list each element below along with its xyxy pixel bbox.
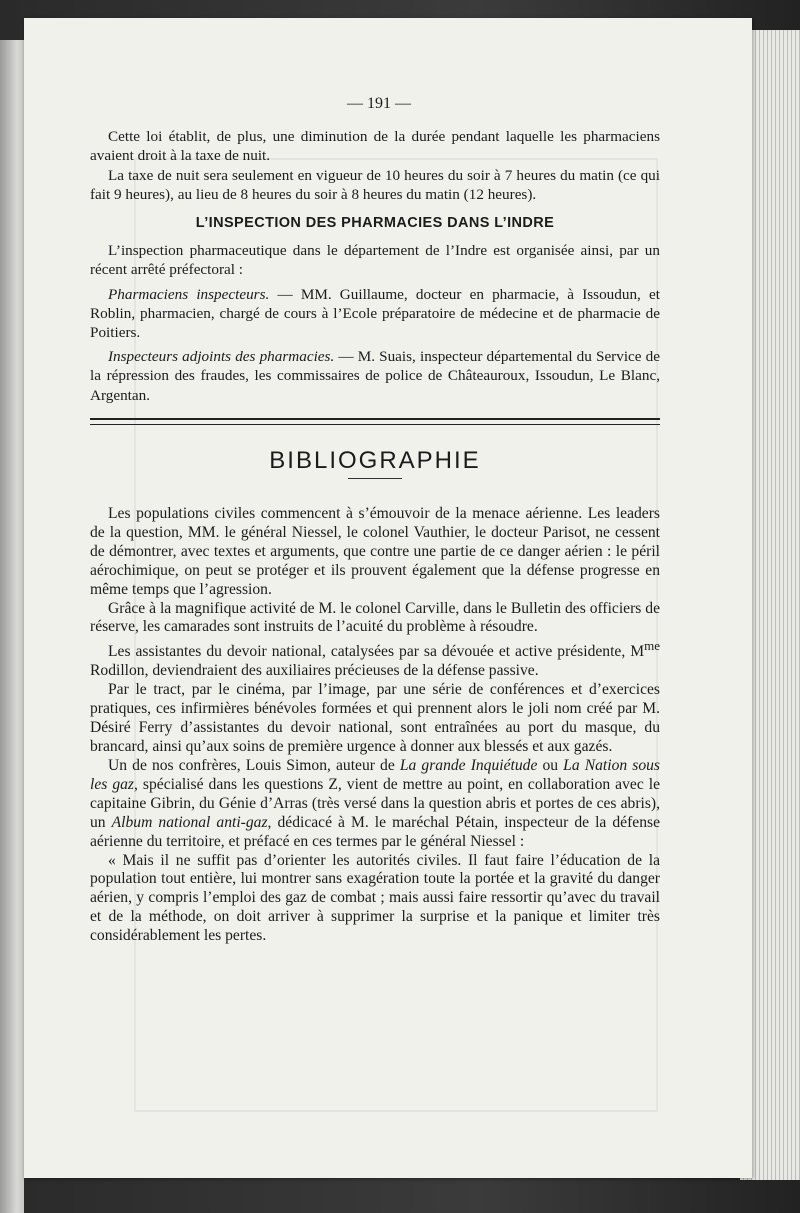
p5-text-c: , spécialisé dans les questions Z, vient de mettre au point, en collaboration avec le capitaine Gibrin, du Génie d’Arras (très versé dans la question abris et portes de ces abris), un [90,775,660,831]
p5-title-1: La grande Inquiétude [399,757,538,775]
biblio-paragraph-1: Les populations civiles commencent à s’émouvoir de la menace aérienne. Les leaders de la question, MM. le général Niessel, le colonel Vauthier, le docteur Parisot, ne cessent de démontrer, avec textes et arguments, que contre une partie de ce danger aérien : le péril aérochimique, on peut se protéger et ils prouvent également que la défense progresse en même temps que l’agression. [90,505,660,598]
adjoints-label: Inspecteurs adjoints des pharmacies. [108,348,335,366]
page-content [90,94,660,946]
book-page [24,18,752,1178]
p3-text-a: Les assistantes du devoir national, catalysées par sa dévouée et active présidente, M [108,643,645,661]
inspectors-text: — MM. Guillaume, docteur en pharmacie, à Issoudun, et Roblin, pharmacien, chargé de cours à l’Ecole préparatoire de médecine et de pharmacie de Poitiers. [90,285,660,342]
book-spine-shadow [0,40,24,1213]
biblio-paragraph-2: Grâce à la magnifique activité de M. le colonel Carville, dans le Bulletin des officiers de réserve, les camarades sont instruits de l’acuité du problème à résoudre. [90,599,660,636]
adjoints-paragraph [90,347,660,405]
p5-text-d: , dédicacé à M. le maréchal Pétain, inspecteur de la défense aérienne du territoire, et préfacé en ces termes par le général Niessel : [90,813,660,850]
biblio-paragraph-6: « Mais il ne suffit pas d’orienter les autorités civiles. Il faut faire l’éducation de la population tout entière, lui montrer sans exagération toute la portée et la gravité du danger aérien, y compris l’emploi des gaz de combat ; mais aussi faire ressortir qu’avec du travail et de la méthode, on doit arriver à supprimer la surprise et la panique et limiter très considérablement les pertes. [90,851,660,945]
title-underline [348,478,402,479]
inspectors-label: Pharmaciens inspecteurs. [108,285,270,303]
intro-paragraph-1: Cette loi établit, de plus, une diminution de la durée pendant laquelle les pharmaciens avaient droit à la taxe de nuit. [90,128,660,165]
inspection-intro: L’inspection pharmaceutique dans le département de l’Indre est organisée ainsi, par un récent arrêté préfectoral : [90,242,660,279]
section-divider [90,418,660,425]
p3-superscript: me [644,638,660,654]
bibliographie-title: BIBLIOGRAPHIE [269,446,481,474]
page-number: — 191 — [347,95,411,112]
bibliographie-body [90,505,660,946]
adjoints-text: — M. Suais, inspecteur départemental du Service de la répression des fraudes, les commissaires de police de Châteauroux, Issoudun, Le Blanc, Argentan. [90,348,660,404]
inspection-section-title: L’INSPECTION DES PHARMACIES DANS L’INDRE [195,215,555,232]
p5-text-a: Un de nos confrères, Louis Simon, auteur de [108,757,400,775]
p5-title-3: Album national anti-gaz [111,813,268,831]
inspectors-paragraph [90,285,660,343]
biblio-paragraph-4: Par le tract, par le cinéma, par l’image, par une série de conférences et d’exercices pratiques, ces infirmières bénévoles formées et qui prennent alors le joli nom créé par M. Désiré Ferry d’assistantes du devoir national, sont entraînées au port du masque, du brancard, ainsi qu’aux soins de première urgence à donner aux blessés et aux gazés. [90,681,660,756]
biblio-paragraph-3 [90,637,660,681]
intro-paragraph-2: La taxe de nuit sera seulement en vigueur de 10 heures du soir à 7 heures du matin (ce qui fait 9 heures), au lieu de 8 heures du soir à 8 heures du matin (12 heures). [90,166,660,203]
p3-text-b: Rodillon, deviendraient des auxiliaires précieuses de la défense passive. [90,662,539,680]
p5-title-2: La Nation sous les gaz [90,757,661,793]
p5-text-b: ou [537,757,564,775]
biblio-paragraph-5 [90,757,660,852]
